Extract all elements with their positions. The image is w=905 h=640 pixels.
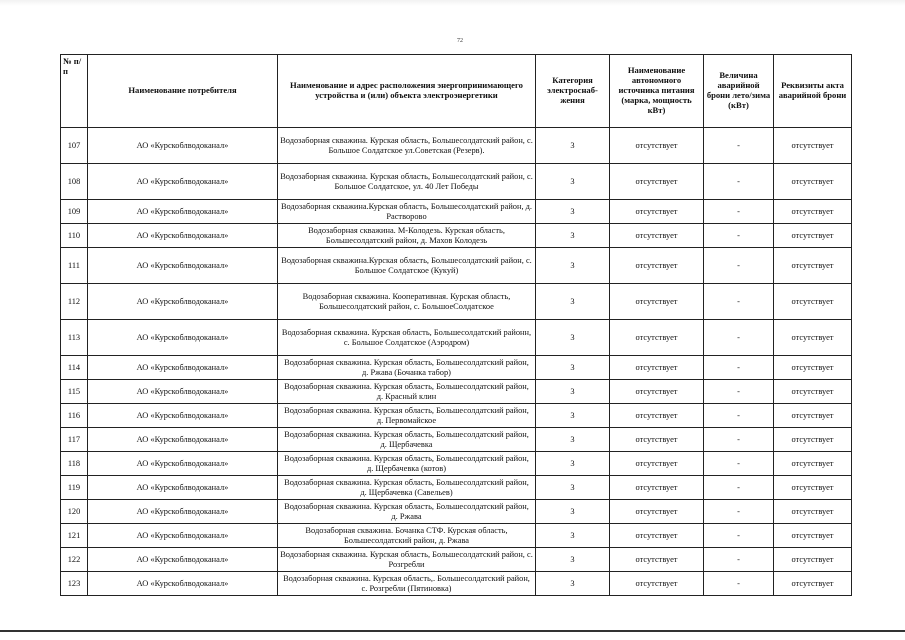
supply-category: 3 bbox=[536, 380, 610, 404]
row-number: 111 bbox=[61, 248, 88, 284]
supply-category: 3 bbox=[536, 224, 610, 248]
row-number: 110 bbox=[61, 224, 88, 248]
supply-category: 3 bbox=[536, 500, 610, 524]
supply-category: 3 bbox=[536, 548, 610, 572]
supply-category: 3 bbox=[536, 164, 610, 200]
consumer-name: АО «Курскоблводоканал» bbox=[88, 572, 278, 596]
power-source: отсутствует bbox=[610, 548, 704, 572]
supply-category: 3 bbox=[536, 284, 610, 320]
act-details: отсутствует bbox=[774, 380, 852, 404]
supply-category: 3 bbox=[536, 428, 610, 452]
row-number: 117 bbox=[61, 428, 88, 452]
power-source: отсутствует bbox=[610, 248, 704, 284]
act-details: отсутствует bbox=[774, 476, 852, 500]
act-details: отсутствует bbox=[774, 524, 852, 548]
row-number: 116 bbox=[61, 404, 88, 428]
header-object: Наименование и адрес расположения энергопринимающего устройства и (или) объекта электроэнергетики bbox=[278, 55, 536, 128]
table-row bbox=[61, 284, 852, 320]
reserve-value: - bbox=[704, 128, 774, 164]
consumer-name: АО «Курскоблводоканал» bbox=[88, 356, 278, 380]
power-source: отсутствует bbox=[610, 500, 704, 524]
supply-category: 3 bbox=[536, 476, 610, 500]
table-row bbox=[61, 224, 852, 248]
object-address: Водозаборная скважина. Курская область, Большесолдатский район, д. Щербачевка bbox=[278, 428, 536, 452]
table-row bbox=[61, 572, 852, 596]
consumer-name: АО «Курскоблводоканал» bbox=[88, 380, 278, 404]
consumer-name: АО «Курскоблводоканал» bbox=[88, 284, 278, 320]
object-address: Водозаборная скважина. Курская область, Большесолдатский район, д. Первомайское bbox=[278, 404, 536, 428]
reserve-value: - bbox=[704, 164, 774, 200]
row-number: 107 bbox=[61, 128, 88, 164]
table-row bbox=[61, 500, 852, 524]
table-header-row bbox=[61, 55, 852, 128]
table-row bbox=[61, 128, 852, 164]
consumer-name: АО «Курскоблводоканал» bbox=[88, 224, 278, 248]
reserve-value: - bbox=[704, 284, 774, 320]
reserve-value: - bbox=[704, 200, 774, 224]
consumer-name: АО «Курскоблводоканал» bbox=[88, 248, 278, 284]
act-details: отсутствует bbox=[774, 500, 852, 524]
reserve-value: - bbox=[704, 248, 774, 284]
object-address: Водозаборная скважина. Курская область, Большесолдатский район, д. Красный клин bbox=[278, 380, 536, 404]
act-details: отсутствует bbox=[774, 572, 852, 596]
consumer-name: АО «Курскоблводоканал» bbox=[88, 404, 278, 428]
consumer-name: АО «Курскоблводоканал» bbox=[88, 500, 278, 524]
reserve-value: - bbox=[704, 476, 774, 500]
power-source: отсутствует bbox=[610, 476, 704, 500]
object-address: Водозаборная скважина. Курская область, Большесолдатский район, д. Щербачевка (Савельев) bbox=[278, 476, 536, 500]
supply-category: 3 bbox=[536, 524, 610, 548]
table-row bbox=[61, 428, 852, 452]
act-details: отсутствует bbox=[774, 320, 852, 356]
act-details: отсутствует bbox=[774, 548, 852, 572]
consumer-name: АО «Курскоблводоканал» bbox=[88, 428, 278, 452]
table-row bbox=[61, 524, 852, 548]
reserve-value: - bbox=[704, 524, 774, 548]
row-number: 122 bbox=[61, 548, 88, 572]
supply-category: 3 bbox=[536, 320, 610, 356]
supply-category: 3 bbox=[536, 200, 610, 224]
act-details: отсутствует bbox=[774, 452, 852, 476]
header-category: Категория электроснаб-жения bbox=[536, 55, 610, 128]
table-row bbox=[61, 356, 852, 380]
object-address: Водозаборная скважина. Курская область, Большесолдатский район, с. Большое Солдатское ул.Советская (Резерв). bbox=[278, 128, 536, 164]
table-row bbox=[61, 452, 852, 476]
consumer-name: АО «Курскоблводоканал» bbox=[88, 320, 278, 356]
object-address: Водозаборная скважина. Курская область,. Большесолдатский район, с. Розгребли (Пятиновка) bbox=[278, 572, 536, 596]
supply-category: 3 bbox=[536, 404, 610, 428]
table-row bbox=[61, 320, 852, 356]
object-address: Водозаборная скважина. Курская область, Большесолдатский районн, с. Большое Солдатское (Аэродром) bbox=[278, 320, 536, 356]
reserve-value: - bbox=[704, 428, 774, 452]
table-row bbox=[61, 248, 852, 284]
row-number: 108 bbox=[61, 164, 88, 200]
power-source: отсутствует bbox=[610, 524, 704, 548]
table-row bbox=[61, 200, 852, 224]
table-row bbox=[61, 548, 852, 572]
power-source: отсутствует bbox=[610, 320, 704, 356]
row-number: 123 bbox=[61, 572, 88, 596]
consumer-name: АО «Курскоблводоканал» bbox=[88, 164, 278, 200]
page-number: 72 bbox=[457, 38, 463, 44]
power-source: отсутствует bbox=[610, 200, 704, 224]
table-row bbox=[61, 380, 852, 404]
act-details: отсутствует bbox=[774, 428, 852, 452]
supply-category: 3 bbox=[536, 452, 610, 476]
consumer-name: АО «Курскоблводоканал» bbox=[88, 200, 278, 224]
scan-edge bbox=[0, 0, 905, 6]
act-details: отсутствует bbox=[774, 284, 852, 320]
object-address: Водозаборная скважина. Курская область, Большесолдатский район, д. Ржава (Бочанка табор) bbox=[278, 356, 536, 380]
act-details: отсутствует bbox=[774, 356, 852, 380]
row-number: 109 bbox=[61, 200, 88, 224]
row-number: 113 bbox=[61, 320, 88, 356]
scan-bottom-edge bbox=[0, 630, 905, 632]
act-details: отсутствует bbox=[774, 128, 852, 164]
object-address: Водозаборная скважина. Курская область, Большесолдатский район, с. Большое Солдатское, ул. 40 Лет Победы bbox=[278, 164, 536, 200]
consumer-name: АО «Курскоблводоканал» bbox=[88, 524, 278, 548]
table-row bbox=[61, 404, 852, 428]
supply-category: 3 bbox=[536, 356, 610, 380]
reserve-value: - bbox=[704, 452, 774, 476]
table-row bbox=[61, 476, 852, 500]
act-details: отсутствует bbox=[774, 224, 852, 248]
row-number: 114 bbox=[61, 356, 88, 380]
header-reserve: Величина аварийной брони лето/зима (кВт) bbox=[704, 55, 774, 128]
act-details: отсутствует bbox=[774, 164, 852, 200]
reserve-value: - bbox=[704, 224, 774, 248]
header-consumer: Наименование потребителя bbox=[88, 55, 278, 128]
header-details: Реквизиты акта аварийной брони bbox=[774, 55, 852, 128]
reserve-value: - bbox=[704, 320, 774, 356]
power-source: отсутствует bbox=[610, 572, 704, 596]
header-num: № п/п bbox=[61, 55, 88, 128]
object-address: Водозаборная скважина. Кооперативная. Курская область, Большесолдатский район, с. БольшоеСолдатское bbox=[278, 284, 536, 320]
act-details: отсутствует bbox=[774, 200, 852, 224]
table-body bbox=[61, 128, 852, 596]
power-source: отсутствует bbox=[610, 164, 704, 200]
supply-category: 3 bbox=[536, 248, 610, 284]
row-number: 121 bbox=[61, 524, 88, 548]
power-source: отсутствует bbox=[610, 404, 704, 428]
power-source: отсутствует bbox=[610, 224, 704, 248]
reserve-value: - bbox=[704, 572, 774, 596]
act-details: отсутствует bbox=[774, 404, 852, 428]
row-number: 119 bbox=[61, 476, 88, 500]
reserve-value: - bbox=[704, 404, 774, 428]
act-details: отсутствует bbox=[774, 248, 852, 284]
object-address: Водозаборная скважина.Курская область, Большесолдатский район, д. Растворово bbox=[278, 200, 536, 224]
power-source: отсутствует bbox=[610, 284, 704, 320]
power-source: отсутствует bbox=[610, 128, 704, 164]
object-address: Водозаборная скважина. Бочанка СТФ. Курская область, Большесолдатский район, д. Ржава bbox=[278, 524, 536, 548]
reserve-value: - bbox=[704, 548, 774, 572]
consumer-name: АО «Курскоблводоканал» bbox=[88, 548, 278, 572]
object-address: Водозаборная скважина. Курская область, Большесолдатский район, д. Ржава bbox=[278, 500, 536, 524]
power-source: отсутствует bbox=[610, 380, 704, 404]
reserve-value: - bbox=[704, 356, 774, 380]
power-source: отсутствует bbox=[610, 356, 704, 380]
reserve-value: - bbox=[704, 380, 774, 404]
row-number: 115 bbox=[61, 380, 88, 404]
supply-category: 3 bbox=[536, 128, 610, 164]
header-source: Наименование автономного источника питания (марка, мощность кВт) bbox=[610, 55, 704, 128]
power-source: отсутствует bbox=[610, 452, 704, 476]
consumer-name: АО «Курскоблводоканал» bbox=[88, 452, 278, 476]
row-number: 118 bbox=[61, 452, 88, 476]
object-address: Водозаборная скважина.Курская область, Большесолдатский район, с. Большое Солдатское (Кукуй) bbox=[278, 248, 536, 284]
object-address: Водозаборная скважина. М-Колодезь. Курская область, Большесолдатский район, д. Махов Колодезь bbox=[278, 224, 536, 248]
supply-category: 3 bbox=[536, 572, 610, 596]
power-source: отсутствует bbox=[610, 428, 704, 452]
reserve-table bbox=[60, 54, 852, 596]
consumer-name: АО «Курскоблводоканал» bbox=[88, 476, 278, 500]
row-number: 120 bbox=[61, 500, 88, 524]
row-number: 112 bbox=[61, 284, 88, 320]
table-row bbox=[61, 164, 852, 200]
reserve-value: - bbox=[704, 500, 774, 524]
object-address: Водозаборная скважина. Курская область, Большесолдатский район, с. Розгребли bbox=[278, 548, 536, 572]
consumer-name: АО «Курскоблводоканал» bbox=[88, 128, 278, 164]
object-address: Водозаборная скважина. Курская область, Большесолдатский район, д. Щербачевка (котов) bbox=[278, 452, 536, 476]
